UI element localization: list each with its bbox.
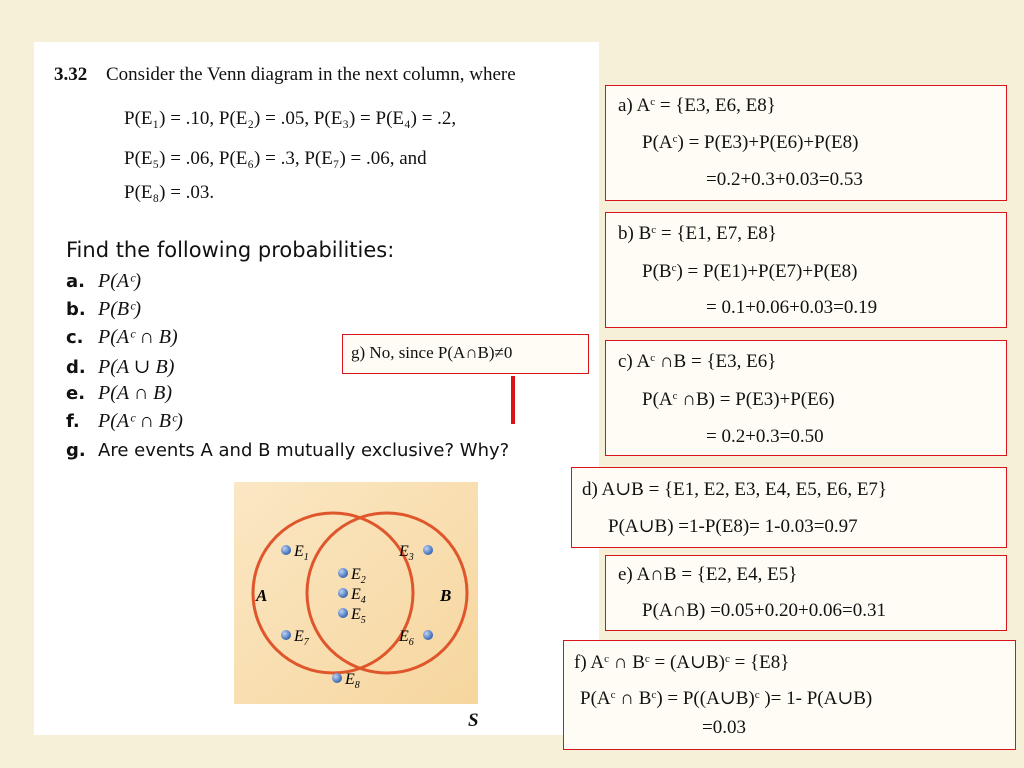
event-label-e4: $E_4$ (351, 586, 366, 606)
answer-f-line-3: =0.03 (702, 717, 746, 738)
question-text: P(Bᶜ) (98, 298, 142, 320)
event-label-e8: $E_8$ (345, 671, 360, 691)
find-heading: Find the following probabilities: (66, 238, 395, 262)
question-label: b. (66, 299, 86, 320)
event-point-e1 (281, 545, 291, 555)
answer-f-box (563, 640, 1016, 750)
answer-c-line-1: c) $A^c$ ∩B = {E3, E6} (618, 351, 777, 372)
question-f (66, 410, 183, 433)
question-text: Are events A and B mutually exclusive? Why? (98, 440, 510, 461)
red-arrow (511, 376, 515, 424)
sample-space-label: S (468, 710, 479, 731)
question-text: P(A ∩ B) (98, 382, 173, 404)
question-text: P(Aᶜ ∩ Bᶜ) (98, 410, 183, 432)
answer-g-box (342, 334, 589, 374)
event-point-e5 (338, 608, 348, 618)
answer-c-line-3: = 0.2+0.3=0.50 (706, 426, 824, 447)
event-label-e6: $E_6$ (399, 628, 414, 648)
answer-e-box (605, 555, 1007, 631)
question-text: P(Aᶜ ∩ B) (98, 326, 178, 348)
event-point-e4 (338, 588, 348, 598)
question-text: P(Aᶜ) (98, 270, 142, 292)
answer-f-line-2: $P(A^c$ ∩ $B^c$) = P((A∪B)$^c$ )= 1- P(A∪B) (580, 688, 873, 709)
event-point-e7 (281, 630, 291, 640)
answer-a-line-2: $P(A^c) = P(E3)+P(E6)+P(E8)$ (642, 132, 859, 153)
event-point-e6 (423, 630, 433, 640)
event-label-e7: $E_7$ (294, 628, 309, 648)
answer-e-line-2: P(A∩B) =0.05+0.20+0.06=0.31 (642, 600, 886, 621)
answer-d-box (571, 467, 1007, 548)
question-e (66, 382, 172, 405)
answer-b-line-2: $P(B^c) = P(E1)+P(E7)+P(E8)$ (642, 261, 858, 282)
event-point-e2 (338, 568, 348, 578)
set-a-label: A (256, 586, 268, 605)
answer-d-line-1: d) A∪B = {E1, E2, E3, E4, E5, E6, E7} (582, 479, 888, 500)
event-label-e1: $E_1$ (294, 543, 309, 563)
problem-intro: Consider the Venn diagram in the next column, where (106, 64, 516, 85)
probability-line-2: P(E₅) = .06, P(E₆) = .3, P(E₇) = .06, and (124, 148, 427, 169)
question-c (66, 326, 178, 349)
question-b (66, 298, 141, 321)
answer-d-line-2: P(A∪B) =1-P(E8)= 1-0.03=0.97 (608, 516, 858, 537)
event-label-e3: $E_3$ (399, 543, 414, 563)
answer-g-text: g) No, since P(A∩B)≠0 (351, 343, 513, 362)
event-label-e2: $E_2$ (351, 566, 366, 586)
answer-a-line-1: a) $A^c = \{E3$, E6, E8} (618, 95, 776, 116)
question-label: a. (66, 271, 85, 292)
answer-f-line-1: f) $A^c$ ∩ $B^c$ = (A∪B)$^c$ = {E8} (574, 652, 790, 673)
question-label: f. (66, 411, 80, 432)
question-label: g. (66, 440, 86, 461)
question-label: c. (66, 327, 84, 348)
question-d (66, 354, 174, 379)
answer-e-line-1: e) A∩B = {E2, E4, E5} (618, 564, 798, 585)
venn-diagram (234, 482, 478, 704)
answer-a-line-3: =0.2+0.3+0.03=0.53 (706, 169, 863, 190)
answer-b-box (605, 212, 1007, 328)
event-point-e3 (423, 545, 433, 555)
answer-b-line-3: = 0.1+0.06+0.03=0.19 (706, 297, 878, 318)
question-text: P(A ∪ B) (98, 356, 175, 378)
answer-c-box (605, 340, 1007, 456)
answer-a-box (605, 85, 1007, 201)
question-g (66, 439, 509, 462)
problem-number: 3.32 (54, 64, 88, 85)
question-label: e. (66, 383, 86, 404)
question-label: d. (66, 357, 86, 378)
probability-line-1: P(E₁) = .10, P(E₂) = .05, P(E₃) = P(E₄) = .2, (124, 108, 457, 129)
set-b-label: B (440, 586, 452, 605)
question-a (66, 270, 141, 293)
probability-line-3: P(E₈) = .03. (124, 182, 215, 203)
answer-c-line-2: $P(A^c$ ∩B) = P(E3)+P(E6) (642, 389, 835, 410)
answer-b-line-1: b) $B^c = \{E1$, E7, E8} (618, 223, 777, 244)
event-point-e8 (332, 673, 342, 683)
event-label-e5: $E_5$ (351, 606, 366, 626)
